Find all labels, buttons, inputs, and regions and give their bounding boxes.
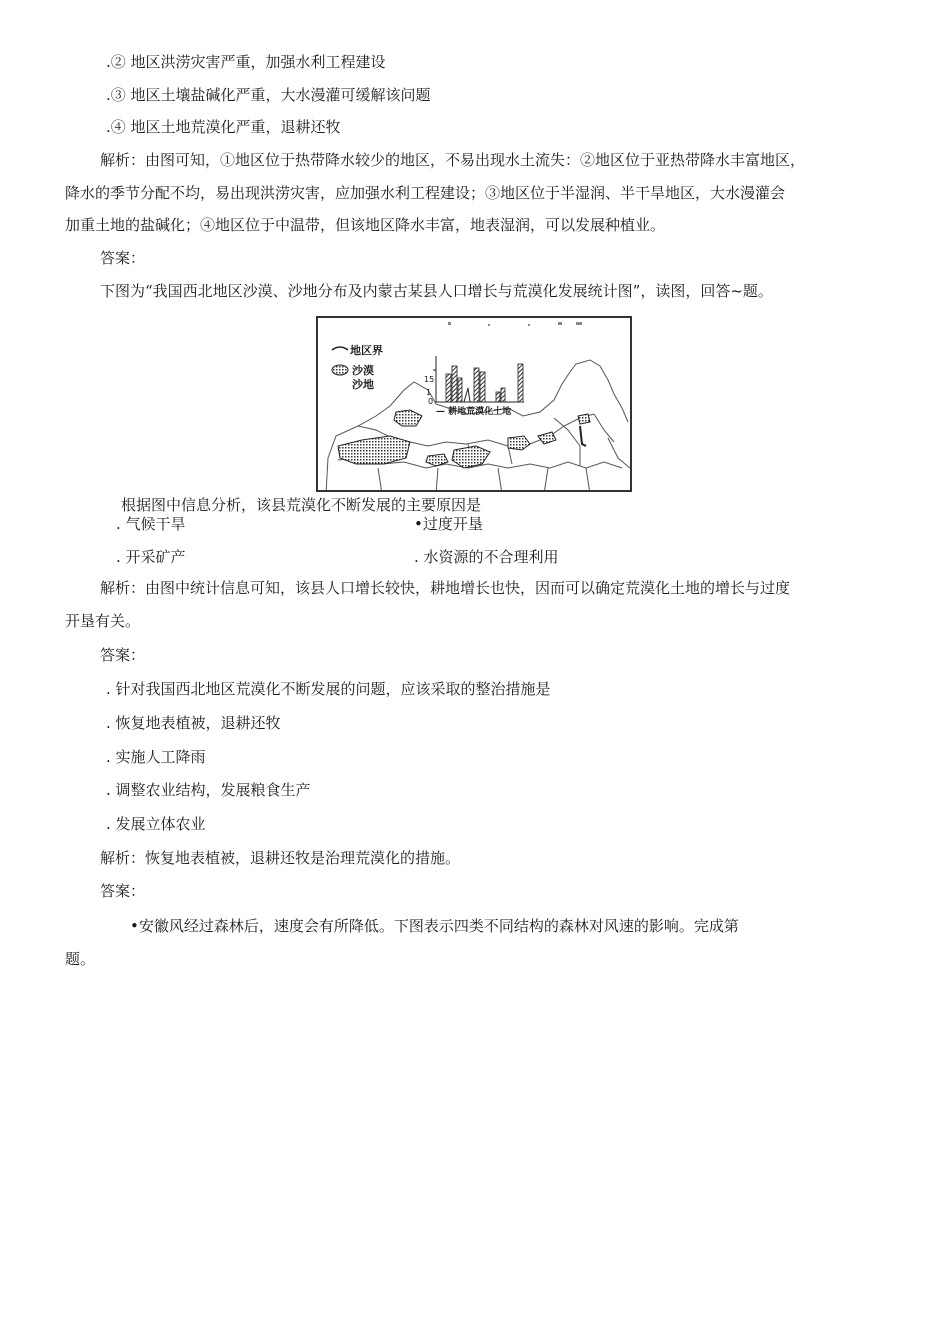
legend-desert-label: 沙漠 bbox=[352, 364, 374, 377]
answer-label: 答案： bbox=[100, 249, 146, 267]
chart-caption: — 耕地荒漠化土地 bbox=[436, 407, 512, 417]
option-d: . 水资源的不合理利用 bbox=[414, 548, 559, 566]
option-line: . 发展立体农业 bbox=[106, 815, 206, 833]
axis-tick-0: 0 bbox=[428, 397, 434, 406]
map-figure bbox=[316, 316, 632, 492]
analysis-line: 开垦有关。 bbox=[65, 612, 141, 630]
axis-tick-1: 1 bbox=[426, 388, 432, 397]
legend-boundary-label: 地区界 bbox=[350, 344, 383, 357]
option-line: . 实施人工降雨 bbox=[106, 748, 206, 766]
answer-label: 答案： bbox=[100, 882, 146, 900]
analysis-line: 加重土地的盐碱化；④地区位于中温带，但该地区降水丰富，地表湿润，可以发展种植业。 bbox=[65, 216, 666, 234]
question-stem: •安徽风经过森林后，速度会有所降低。下图表示四类不同结构的森林对风速的影响。完成第 bbox=[130, 917, 739, 935]
option-line: .② 地区洪涝灾害严重，加强水利工程建设 bbox=[106, 53, 386, 71]
axis-tick-15: 15 bbox=[424, 375, 435, 384]
question-stem: 根据图中信息分析，该县荒漠化不断发展的主要原因是 bbox=[121, 496, 482, 514]
option-a: . 气候干旱 bbox=[116, 515, 186, 533]
option-line: . 调整农业结构，发展粮食生产 bbox=[106, 781, 311, 799]
option-c: . 开采矿产 bbox=[116, 548, 186, 566]
analysis-line: 解析：恢复地表植被，退耕还牧是治理荒漠化的措施。 bbox=[100, 849, 461, 867]
legend-sandland-label: 沙地 bbox=[352, 378, 374, 391]
option-line: .④ 地区土地荒漠化严重，退耕还牧 bbox=[106, 118, 341, 136]
question-intro: 下图为“我国西北地区沙漠、沙地分布及内蒙古某县人口增长与荒漠化发展统计图”，读图，回答~题。 bbox=[100, 282, 773, 300]
question-stem-cont: 题。 bbox=[65, 950, 96, 968]
analysis-line: 解析：由图中统计信息可知，该县人口增长较快，耕地增长也快，因而可以确定荒漠化土地的增长与过度 bbox=[100, 579, 791, 597]
option-line: .③ 地区土壤盐碱化严重，大水漫灌可缓解该问题 bbox=[106, 86, 431, 104]
analysis-line: 降水的季节分配不均，易出现洪涝灾害，应加强水利工程建设；③地区位于半湿润、半干旱地区，大水漫灌会 bbox=[65, 184, 786, 202]
option-line: . 恢复地表植被，退耕还牧 bbox=[106, 714, 281, 732]
question-stem: . 针对我国西北地区荒漠化不断发展的问题，应该采取的整治措施是 bbox=[106, 680, 551, 698]
analysis-line: 解析：由图可知，①地区位于热带降水较少的地区，不易出现水土流失：②地区位于亚热带降水丰富地区， bbox=[100, 151, 806, 169]
answer-label: 答案： bbox=[100, 646, 146, 664]
option-b: •过度开垦 bbox=[414, 515, 483, 533]
